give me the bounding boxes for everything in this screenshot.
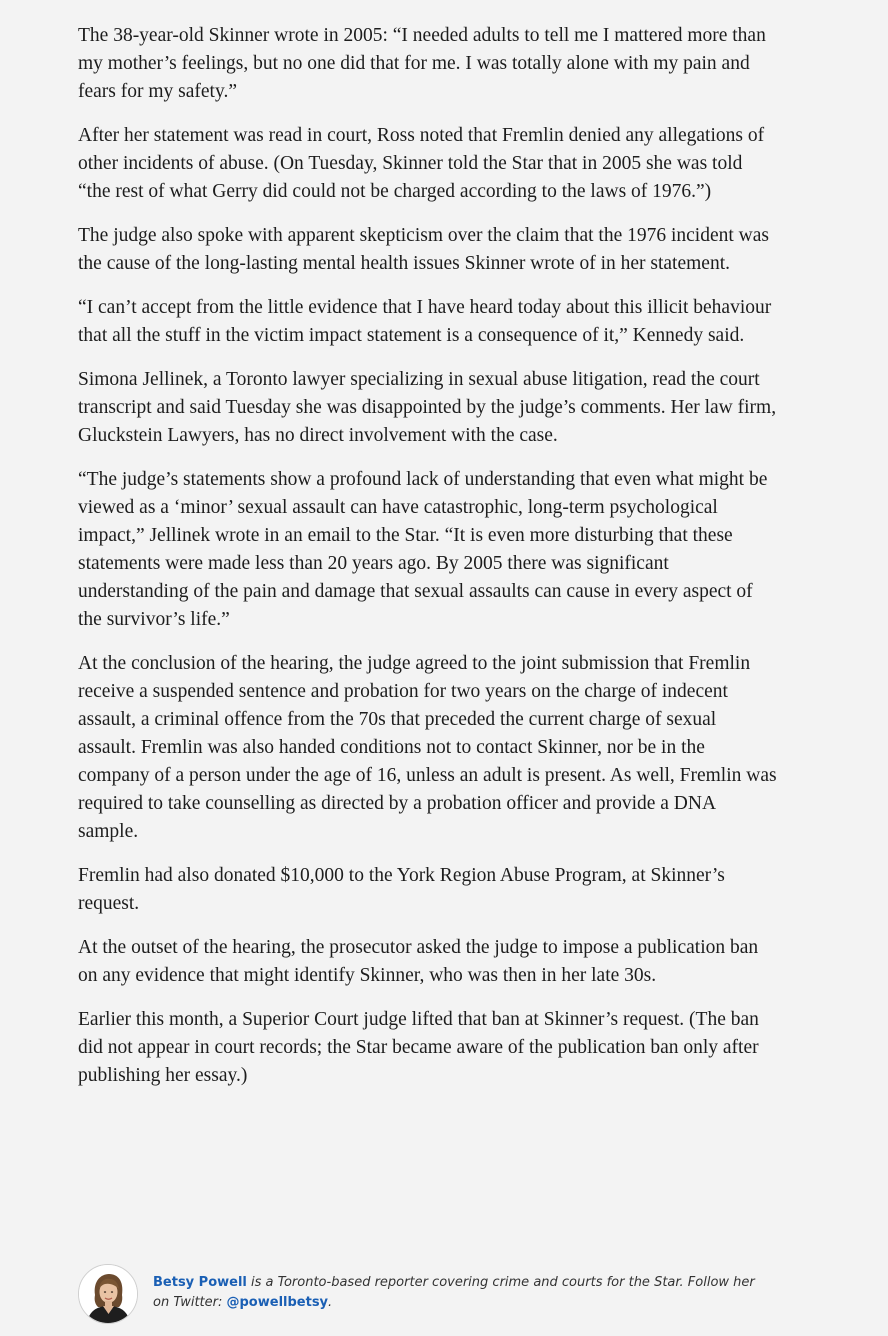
author-bio bbox=[78, 1264, 778, 1324]
author-name-link[interactable]: Betsy Powell bbox=[153, 1275, 247, 1290]
author-photo-icon bbox=[79, 1265, 137, 1323]
article-paragraph: At the outset of the hearing, the prosecutor asked the judge to impose a publication ban on any evidence that might identify Skinner, who was then in her late 30s. bbox=[78, 937, 759, 986]
article-paragraph: At the conclusion of the hearing, the judge agreed to the joint submission that Fremlin receive a suspended sentence and probation for two years on the charge of indecent assault, a criminal offence from the 70s that preceded the current charge of sexual assault. Fremlin was also handed conditions not to contact Skinner, nor be in the company of a person under the age of 16, unless an adult is present. As well, Fremlin was required to take counselling as directed by a probation officer and provide a DNA sample. bbox=[78, 653, 777, 842]
author-bio-text bbox=[153, 1273, 773, 1313]
author-avatar[interactable] bbox=[78, 1264, 138, 1324]
bio-end-punctuation: . bbox=[328, 1295, 333, 1310]
article-paragraph: “I can’t accept from the little evidence that I have heard today about this illicit behaviour that all the stuff in the victim impact statement is a consequence of it,” Kennedy said. bbox=[78, 297, 772, 346]
article-paragraph: Fremlin had also donated $10,000 to the York Region Abuse Program, at Skinner’s request. bbox=[78, 865, 725, 914]
article-paragraph: The 38-year-old Skinner wrote in 2005: “I needed adults to tell me I mattered more than my mother’s feelings, but no one did that for me. I was totally alone with my pain and fears for my safety.” bbox=[78, 25, 766, 102]
article-paragraph: Simona Jellinek, a Toronto lawyer specializing in sexual abuse litigation, read the court transcript and said Tuesday she was disappointed by the judge’s comments. Her law firm, Gluckstein Lawyers, has no direct involvement with the case. bbox=[78, 369, 777, 446]
twitter-handle-link[interactable]: @powellbetsy bbox=[226, 1295, 329, 1310]
article-paragraph: After her statement was read in court, Ross noted that Fremlin denied any allegations of other incidents of abuse. (On Tuesday, Skinner told the Star that in 2005 she was told “the rest of what Gerry did could not be charged according to the laws of 1976.”) bbox=[78, 125, 765, 202]
article-paragraph: Earlier this month, a Superior Court judge lifted that ban at Skinner’s request. (The ban did not appear in court records; the Star became aware of the publication ban only after publishing her essay.) bbox=[78, 1009, 759, 1086]
article-paragraph: “The judge’s statements show a profound lack of understanding that even what might be viewed as a ‘minor’ sexual assault can have catastrophic, long-term psychological impact,” Jellinek wrote in an email to the Star. “It is even more disturbing that these statements were made less than 20 years ago. By 2005 there was significant understanding of the pain and damage that sexual assaults can cause in every aspect of the survivor’s life.” bbox=[78, 469, 768, 630]
author-description: is a Toronto-based reporter covering crime and courts for the Star. Follow her on Twitter: bbox=[153, 1275, 755, 1310]
article-body bbox=[78, 22, 778, 1106]
article-paragraph: The judge also spoke with apparent skepticism over the claim that the 1976 incident was the cause of the long-lasting mental health issues Skinner wrote of in her statement. bbox=[78, 225, 769, 274]
